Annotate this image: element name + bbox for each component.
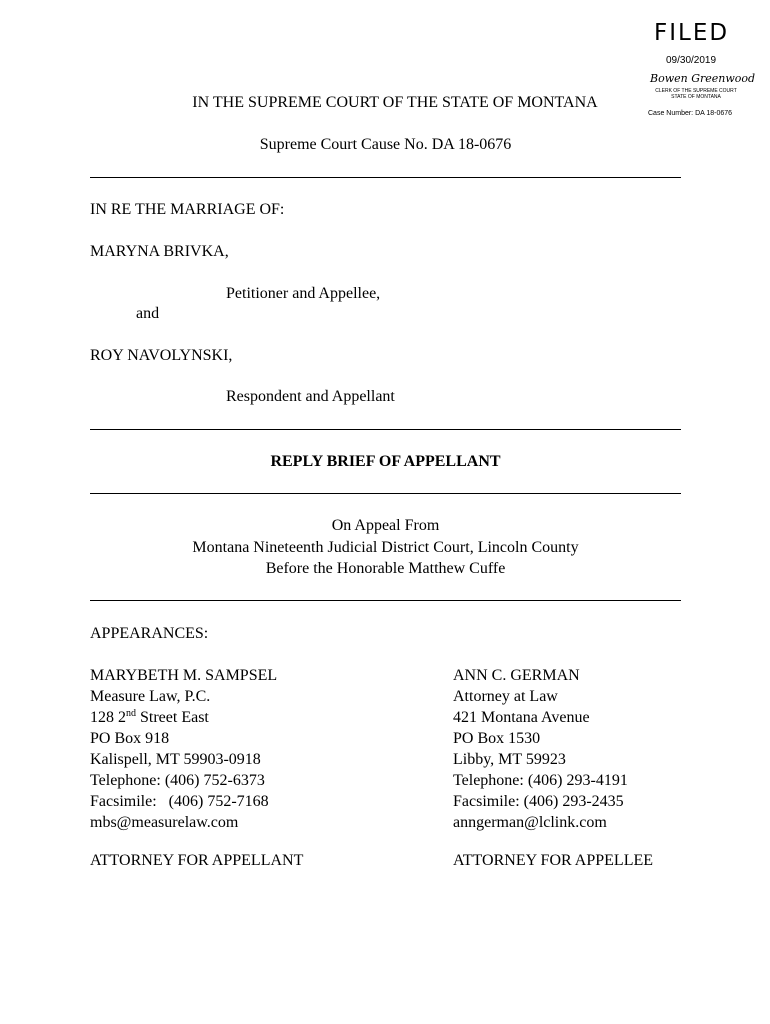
- attorney-street: [90, 707, 277, 728]
- filed-stamp-case-number: Case Number: DA 18-0676: [648, 110, 733, 117]
- court-heading: IN THE SUPREME COURT OF THE STATE OF MONTANA: [192, 94, 598, 111]
- attorney-facsimile: Facsimile: (406) 752-7168: [90, 793, 269, 810]
- respondent-role: Respondent and Appellant: [226, 388, 395, 405]
- appeal-from: On Appeal From: [331, 517, 440, 534]
- attorney-telephone: Telephone: (406) 752-6373: [90, 772, 265, 789]
- appellee-attorney-block: [453, 665, 628, 833]
- attorney-city: Libby, MT 59923: [453, 751, 566, 768]
- divider: [90, 600, 681, 601]
- appellant-attorney-block: [90, 665, 277, 833]
- attorney-po-box: PO Box 918: [90, 730, 170, 747]
- attorney-po-box: PO Box 1530: [453, 730, 541, 747]
- appeal-judge: Before the Honorable Matthew Cuffe: [265, 560, 506, 577]
- and-connector: and: [136, 305, 160, 322]
- clerk-title: CLERK OF THE SUPREME COURT STATE OF MONTANA: [655, 88, 737, 100]
- attorney-email: anngerman@lclink.com: [453, 814, 607, 831]
- attorney-firm: Measure Law, P.C.: [90, 688, 211, 705]
- attorney-name: ANN C. GERMAN: [453, 667, 580, 684]
- street-name: Street East: [136, 709, 209, 726]
- petitioner-role: Petitioner and Appellee,: [226, 285, 381, 302]
- street-number: 128 2: [90, 709, 126, 726]
- respondent-name: ROY NAVOLYNSKI,: [90, 347, 233, 364]
- appellee-attorney-role: ATTORNEY FOR APPELLEE: [453, 852, 654, 869]
- ordinal-suffix: nd: [126, 708, 136, 719]
- divider: [90, 177, 681, 178]
- petitioner-name: MARYNA BRIVKA,: [90, 243, 229, 260]
- appellant-attorney-role: ATTORNEY FOR APPELLANT: [90, 852, 304, 869]
- attorney-street: 421 Montana Avenue: [453, 709, 590, 726]
- appeal-court: Montana Nineteenth Judicial District Court, Lincoln County: [192, 539, 579, 556]
- clerk-signature: Bowen Greenwood: [650, 72, 756, 85]
- in-re-label: IN RE THE MARRIAGE OF:: [90, 201, 285, 218]
- divider: [90, 429, 681, 430]
- filed-stamp-title: FILED: [654, 20, 730, 46]
- divider: [90, 493, 681, 494]
- attorney-email: mbs@measurelaw.com: [90, 814, 239, 831]
- cause-number: Supreme Court Cause No. DA 18-0676: [259, 136, 512, 153]
- filed-stamp-date: 09/30/2019: [666, 55, 717, 66]
- attorney-firm: Attorney at Law: [453, 688, 558, 705]
- attorney-name: MARYBETH M. SAMPSEL: [90, 667, 278, 684]
- appearances-label: APPEARANCES:: [90, 625, 209, 642]
- brief-title: REPLY BRIEF OF APPELLANT: [270, 453, 501, 470]
- attorney-city: Kalispell, MT 59903-0918: [90, 751, 261, 768]
- attorney-facsimile: Facsimile: (406) 293-2435: [453, 793, 624, 810]
- attorney-telephone: Telephone: (406) 293-4191: [453, 772, 628, 789]
